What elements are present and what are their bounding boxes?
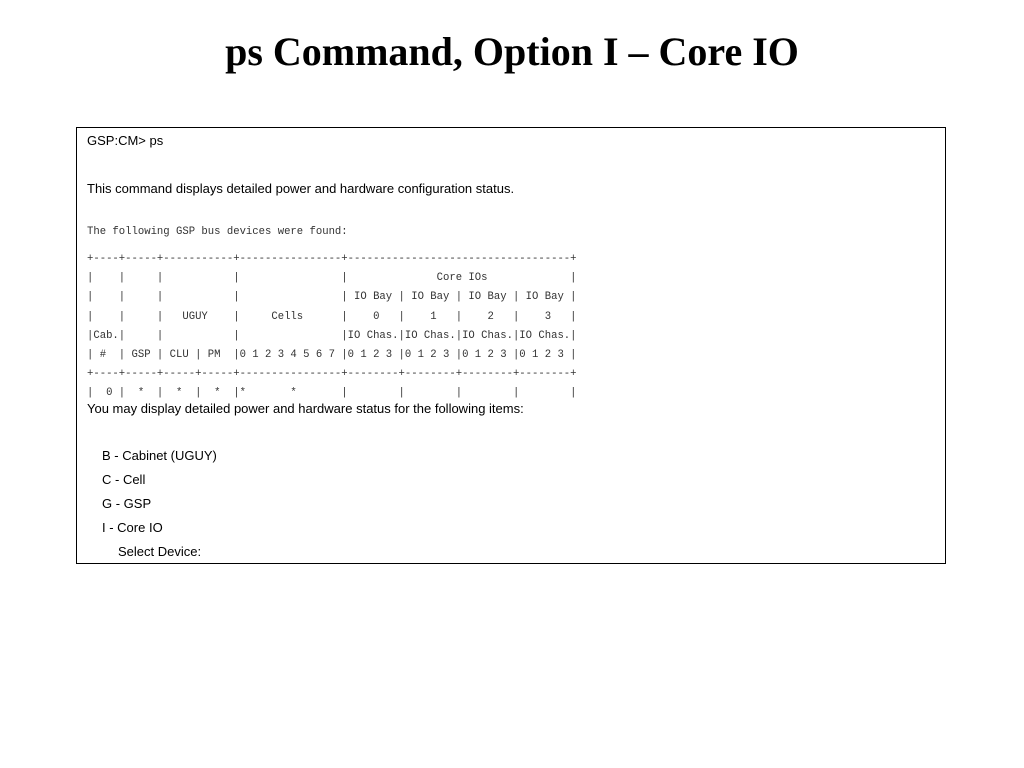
menu-item-core-io: I - Core IO: [102, 520, 163, 535]
table-row: | 0 | * | * | * |* * | | | | |: [87, 387, 577, 400]
table-row: | # | GSP | CLU | PM |0 1 2 3 4 5 6 7 |0 1 2 3 |0 1 2 3 |0 1 2 3 |0 1 2 3 |: [87, 349, 577, 362]
items-intro: You may display detailed power and hardware status for the following items:: [87, 401, 524, 416]
devices-found-heading: The following GSP bus devices were found:: [87, 226, 348, 238]
table-row: +----+-----+-----+-----+----------------+--------+--------+--------+--------+: [87, 368, 577, 381]
table-row: +----+-----+-----------+----------------+-----------------------------------+: [87, 253, 577, 265]
table-row: | | | | | Core IOs |: [87, 272, 577, 285]
device-status-table: [87, 250, 577, 404]
table-row: | | | | | IO Bay | IO Bay | IO Bay | IO Bay |: [87, 291, 577, 304]
table-row: | | | UGUY | Cells | 0 | 1 | 2 | 3 |: [87, 310, 577, 323]
command-description: This command displays detailed power and hardware configuration status.: [87, 181, 515, 196]
select-device-prompt[interactable]: Select Device:: [118, 544, 202, 559]
menu-item-cell: C - Cell: [102, 472, 146, 487]
menu-item-cabinet: B - Cabinet (UGUY): [102, 448, 217, 463]
table-row: |Cab.| | | |IO Chas.|IO Chas.|IO Chas.|IO Chas.|: [87, 329, 577, 342]
command-prompt: GSP:CM> ps: [87, 133, 164, 148]
menu-item-gsp: G - GSP: [102, 496, 152, 511]
terminal-output-box: [76, 127, 946, 564]
slide-title: ps Command, Option I – Core IO: [225, 29, 799, 74]
